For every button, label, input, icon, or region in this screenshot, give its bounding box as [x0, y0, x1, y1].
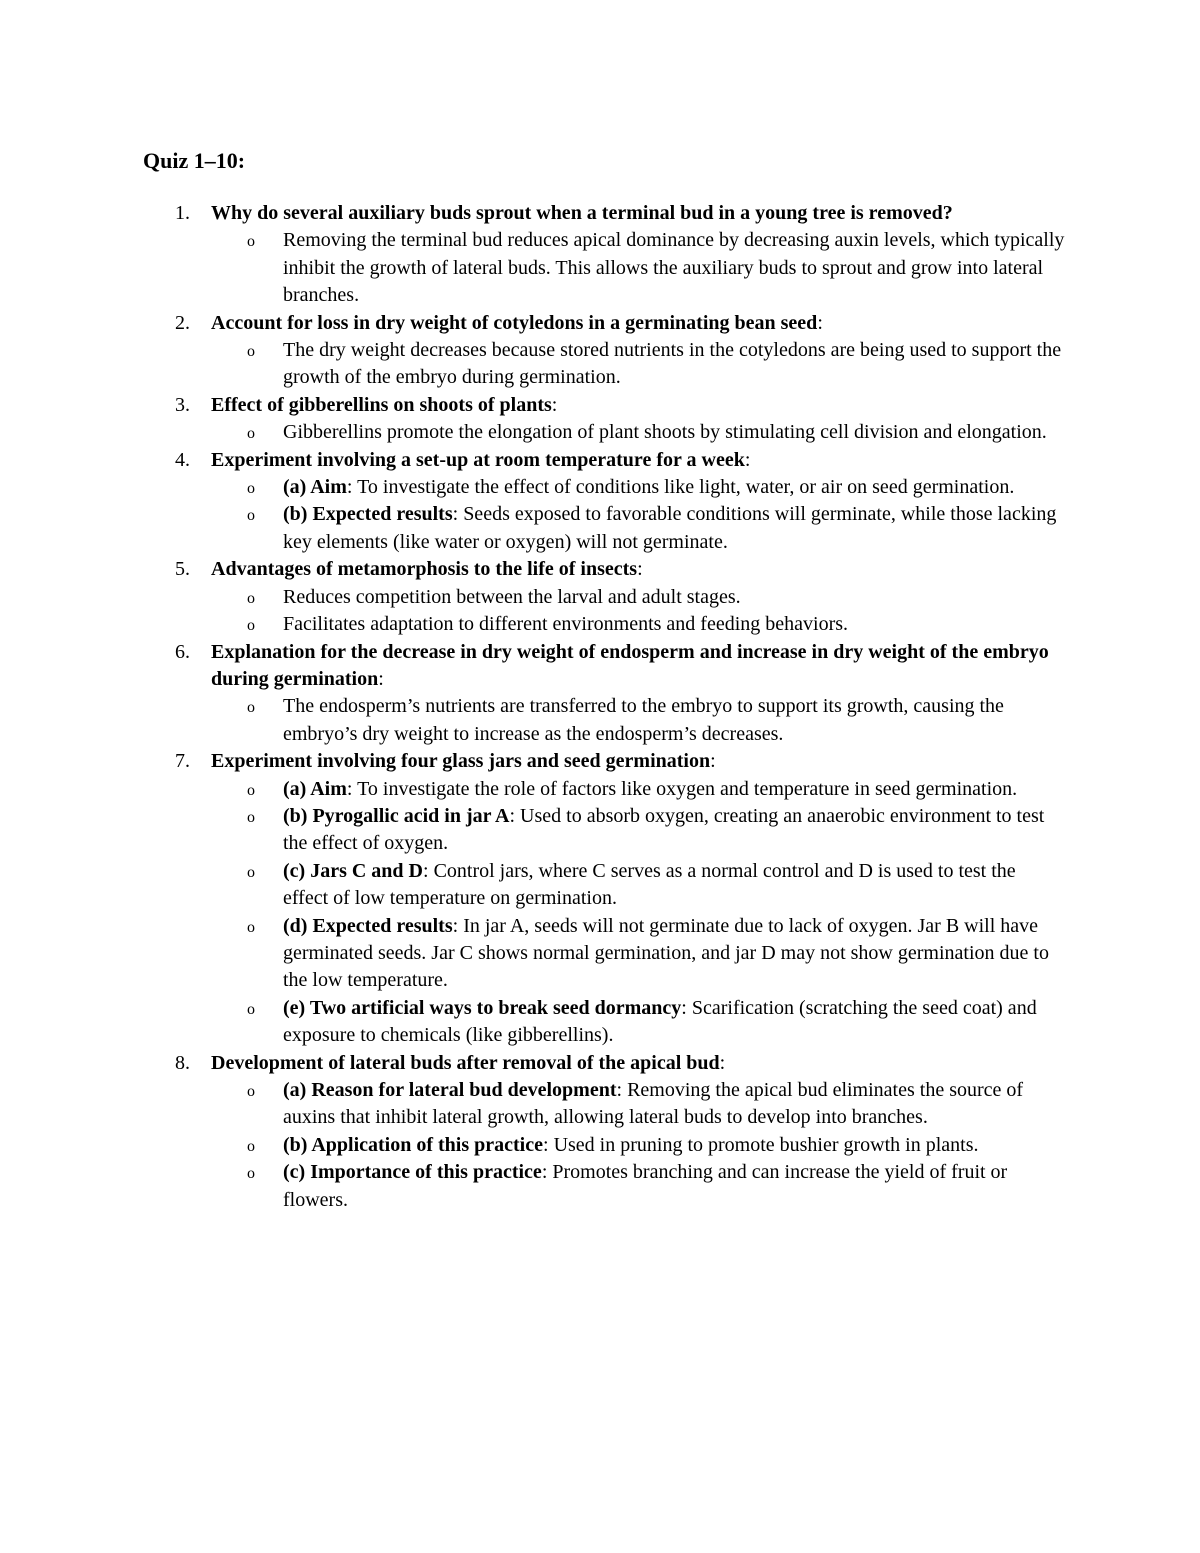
question-title: [211, 310, 1065, 337]
bullet-marker: o: [247, 1165, 255, 1183]
question-title-suffix: :: [744, 448, 751, 471]
question-number: 6.: [175, 640, 190, 663]
question-item: [165, 639, 1065, 749]
answer-list: [211, 337, 1065, 392]
answer-label: (e) Two artificial ways to break seed dormancy: [283, 996, 682, 1019]
question-item: [165, 310, 1065, 392]
answer-list: [211, 584, 1065, 639]
answer-label: (d) Expected results: [283, 914, 453, 937]
question-title: [211, 748, 1065, 775]
answer-text: Seeds exposed to favorable conditions will germinate, while those lacking key elements (like water or oxygen) will not germinate.: [283, 503, 1057, 553]
question-title-suffix: :: [637, 558, 643, 581]
answer-item: [211, 858, 1065, 913]
question-title: [211, 639, 1065, 694]
answer-item: [211, 1159, 1065, 1214]
answer-label: (c) Importance of this practice: [283, 1161, 542, 1184]
question-title-text: Experiment involving a set-up at room temperature for a week: [211, 448, 745, 471]
answer-text: To investigate the role of factors like oxygen and temperature in seed germination.: [357, 777, 1018, 800]
answer-text: The endosperm’s nutrients are transferred to the embryo to support its growth, causing the embryo’s dry weight to increase as the endosperm’s decreases.: [283, 695, 1004, 745]
question-title-suffix: :: [551, 393, 558, 416]
question-list: [165, 200, 1065, 1214]
answer-text: The dry weight decreases because stored nutrients in the cotyledons are being used to support the growth of the embryo during germination.: [283, 339, 1062, 389]
answer-separator: :: [543, 1133, 554, 1156]
question-number: 8.: [175, 1051, 190, 1074]
bullet-marker: o: [247, 1000, 255, 1018]
question-title: [211, 1050, 1065, 1077]
answer-label: (c) Jars C and D: [283, 859, 423, 882]
answer-text: Reduces competition between the larval and adult stages.: [283, 585, 741, 608]
answer-text: In jar A, seeds will not germinate due to lack of oxygen. Jar B will have germinated seeds. Jar C shows normal germination, and jar D may not show germination due to the low temperature.: [283, 914, 1049, 992]
question-title: [211, 392, 1065, 419]
answer-item: [211, 913, 1065, 995]
answer-separator: :: [452, 503, 464, 526]
answer-list: [211, 227, 1065, 309]
question-item: [165, 447, 1065, 557]
question-title: [211, 447, 1065, 474]
answer-separator: :: [452, 914, 464, 937]
question-title-text: Account for loss in dry weight of cotyledons in a germinating bean seed: [211, 311, 818, 334]
answer-separator: :: [509, 804, 521, 827]
bullet-marker: o: [247, 507, 255, 525]
question-title-suffix: :: [710, 750, 716, 773]
answer-text: Control jars, where C serves as a normal control and D is used to test the effect of low temperature on germination.: [283, 859, 1016, 910]
question-title-text: Development of lateral buds after removal of the apical bud: [211, 1051, 720, 1074]
question-number: 7.: [175, 750, 190, 773]
question-item: [165, 200, 1065, 310]
question-title: [211, 200, 1065, 227]
question-title-text: Effect of gibberellins on shoots of plants: [211, 393, 552, 416]
answer-item: [211, 419, 1065, 446]
question-number: 2.: [175, 311, 190, 334]
question-item: [165, 392, 1065, 447]
question-item: [165, 748, 1065, 1049]
answer-label: (b) Pyrogallic acid in jar A: [283, 804, 510, 827]
answer-text: Gibberellins promote the elongation of plant shoots by stimulating cell division and elongation.: [283, 421, 1047, 444]
answer-list: [211, 693, 1065, 748]
answer-text: Used in pruning to promote bushier growth in plants.: [553, 1133, 979, 1156]
answer-label: (b) Expected results: [283, 503, 453, 526]
question-number: 4.: [175, 448, 190, 471]
answer-separator: :: [346, 476, 358, 499]
answer-item: [211, 474, 1065, 501]
bullet-marker: o: [247, 863, 255, 881]
bullet-marker: o: [247, 425, 255, 443]
bullet-marker: o: [247, 918, 255, 936]
answer-item: [211, 337, 1065, 392]
question-title: [211, 556, 1065, 583]
answer-list: [211, 419, 1065, 446]
answer-item: [211, 227, 1065, 309]
question-title-text: Advantages of metamorphosis to the life of insects: [211, 558, 638, 581]
question-number: 5.: [175, 558, 190, 581]
question-number: 1.: [175, 202, 190, 224]
answer-text: Facilitates adaptation to different environments and feeding behaviors.: [283, 613, 849, 636]
bullet-marker: o: [247, 617, 255, 635]
question-title-text: Why do several auxiliary buds sprout when a terminal bud in a young tree is removed?: [211, 202, 953, 224]
answer-text: Removing the apical bud eliminates the source of auxins that inhibit lateral growth, allowing lateral buds to develop into branches.: [283, 1079, 1024, 1129]
question-item: [165, 1050, 1065, 1214]
answer-separator: :: [346, 777, 358, 800]
answer-item: [211, 803, 1065, 858]
answer-separator: :: [541, 1161, 553, 1184]
answer-item: [211, 693, 1065, 748]
answer-separator: :: [616, 1079, 628, 1101]
answer-label: (b) Application of this practice: [283, 1133, 543, 1156]
bullet-marker: o: [247, 699, 255, 717]
bullet-marker: o: [247, 589, 255, 607]
answer-text: Used to absorb oxygen, creating an anaerobic environment to test the effect of oxygen.: [283, 804, 1045, 855]
bullet-marker: o: [247, 343, 255, 361]
question-title-suffix: :: [817, 311, 823, 334]
answer-item: [211, 995, 1065, 1050]
question-title-text: Experiment involving four glass jars and seed germination: [211, 750, 711, 773]
question-number: 3.: [175, 393, 190, 416]
answer-separator: :: [681, 996, 692, 1019]
answer-label: (a) Aim: [283, 777, 347, 800]
question-title-suffix: :: [719, 1051, 726, 1074]
bullet-marker: o: [247, 233, 255, 251]
question-item: [165, 556, 1065, 638]
answer-list: [211, 1077, 1065, 1214]
answer-text: Removing the terminal bud reduces apical dominance by decreasing auxin levels, which typically inhibit the growth of lateral buds. This allows the auxiliary buds to sprout and grow into lateral branches.: [283, 229, 1065, 307]
bullet-marker: o: [247, 781, 255, 799]
bullet-marker: o: [247, 1137, 255, 1155]
question-title-suffix: :: [378, 667, 384, 690]
bullet-marker: o: [247, 1083, 255, 1100]
answer-item: [211, 584, 1065, 611]
bullet-marker: o: [247, 480, 255, 498]
answer-item: [211, 611, 1065, 638]
answer-list: [211, 474, 1065, 556]
bullet-marker: o: [247, 808, 255, 826]
answer-label: (a) Aim: [283, 476, 347, 499]
answer-item: [211, 501, 1065, 556]
page-title: Quiz 1–10:: [143, 148, 246, 173]
answer-text: Promotes branching and can increase the yield of fruit or flowers.: [283, 1161, 1008, 1211]
answer-item: [211, 1077, 1065, 1132]
answer-item: [211, 1132, 1065, 1159]
answer-separator: :: [423, 859, 434, 882]
answer-label: (a) Reason for lateral bud development: [283, 1079, 617, 1101]
question-title-text: Explanation for the decrease in dry weight of endosperm and increase in dry weight of the embryo during germination: [211, 640, 1049, 690]
answer-text: Scarification (scratching the seed coat) and exposure to chemicals (like gibberellins).: [283, 996, 1037, 1047]
answer-text: To investigate the effect of conditions like light, water, or air on seed germination.: [357, 476, 1015, 499]
answer-item: [211, 776, 1065, 803]
answer-list: [211, 776, 1065, 1050]
